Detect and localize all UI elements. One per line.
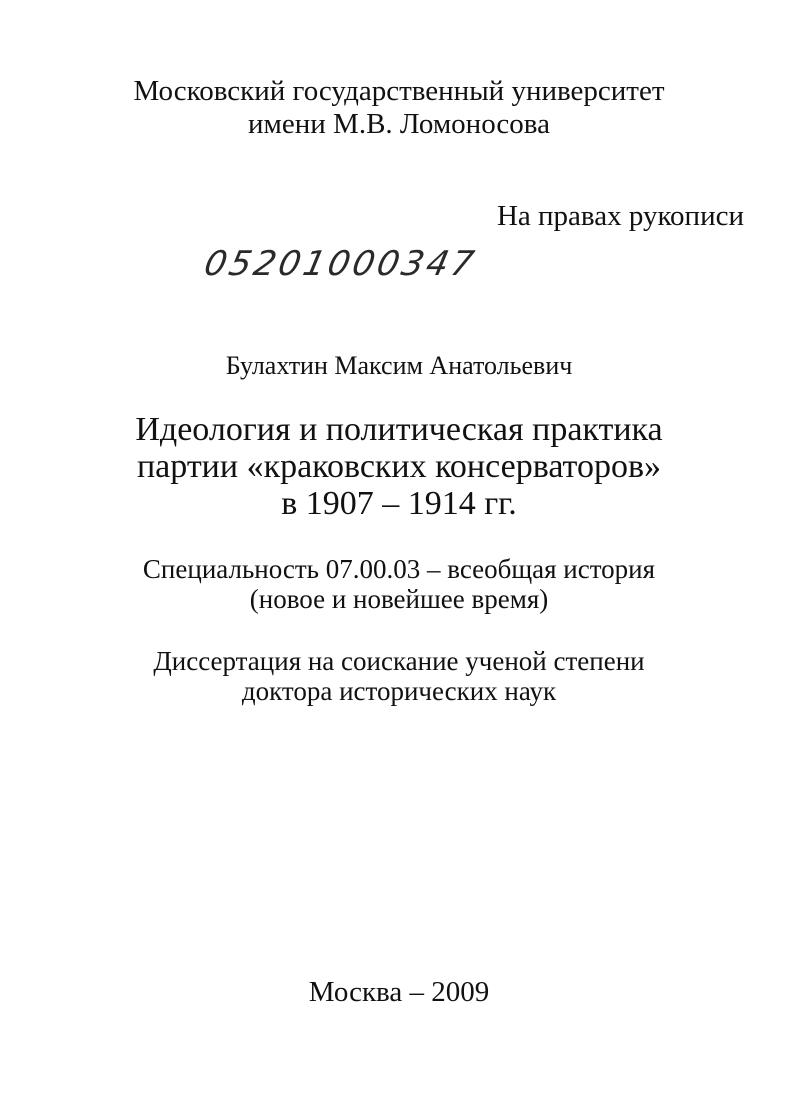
dissertation-title-line-1: Идеология и политическая практика: [135, 411, 663, 448]
dissertation-title-line-3: в 1907 – 1914 гг.: [281, 485, 517, 522]
author-name: Булахтин Максим Анатольевич: [225, 351, 573, 380]
specialty-line-2: (новое и новейшее время): [249, 584, 549, 614]
handwritten-registration-number: 05201000347: [200, 244, 481, 284]
city-year: Москва – 2009: [308, 976, 490, 1008]
degree-line-1: Диссертация на соискание ученой степени: [153, 646, 645, 676]
dissertation-title-line-2: партии «краковских консерваторов»: [136, 448, 661, 485]
specialty-line-1: Специальность 07.00.03 – всеобщая история: [142, 554, 656, 584]
university-name-line-2: имени М.В. Ломоносова: [248, 108, 550, 140]
degree-line-2: доктора исторических наук: [241, 676, 557, 706]
university-name-line-1: Московский государственный университет: [133, 75, 665, 107]
manuscript-rights-note: На правах рукописи: [496, 200, 744, 232]
